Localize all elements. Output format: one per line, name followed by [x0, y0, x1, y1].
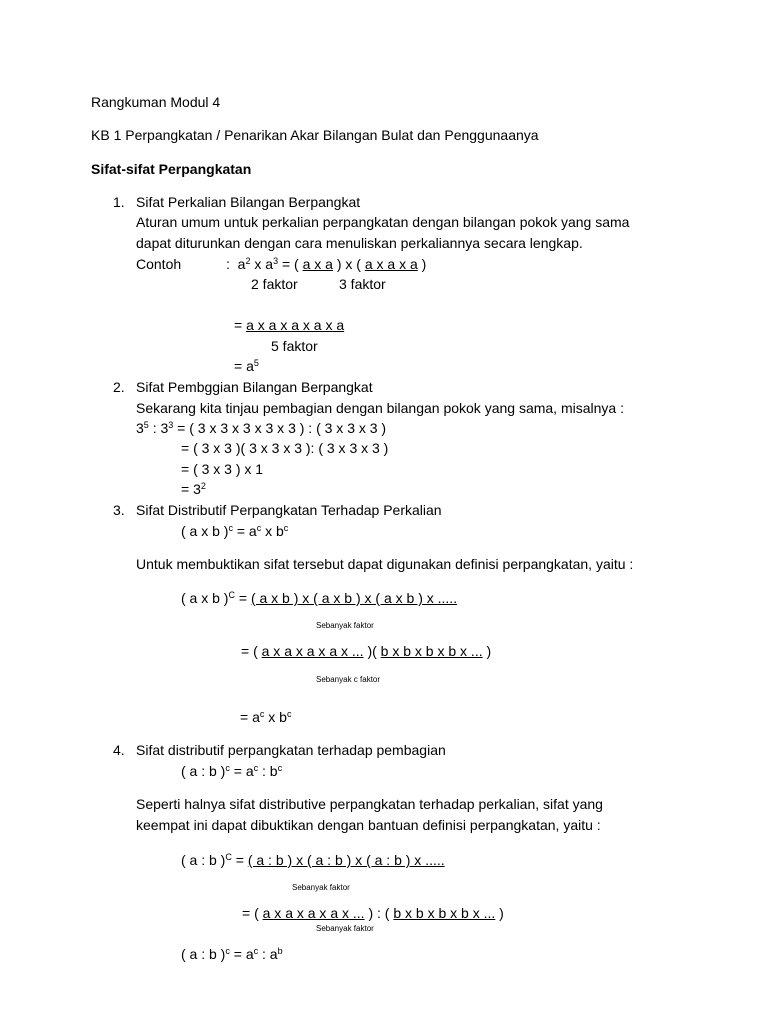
item-description: Seperti halnya sifat distributive perpangkatan terhadap perkalian, sifat yang	[136, 796, 603, 812]
item-number: 3.	[113, 502, 125, 518]
factor-label: 3 faktor	[339, 276, 386, 292]
kb-title: KB 1 Perpangkatan / Penarikan Akar Bilangan Bulat dan Penggunaanya	[91, 127, 539, 143]
item-description: Sekarang kita tinjau pembagian dengan bilangan pokok yang sama, misalnya :	[136, 400, 624, 416]
example-line: = ( 3 x 3 )( 3 x 3 x 3 ): ( 3 x 3 x 3 )	[181, 440, 389, 456]
item-description: keempat ini dapat dibuktikan dengan bantuan definisi perpangkatan, yaitu :	[136, 817, 601, 833]
item-title: Sifat Distributif Perpangkatan Terhadap Perkalian	[136, 502, 442, 518]
item-description: Untuk membuktikan sifat tersebut dapat digunakan definisi perpangkatan, yaitu :	[136, 556, 634, 572]
item-description: dapat diturunkan dengan cara menuliskan perkaliannya secara lengkap.	[136, 235, 583, 251]
factor-label: 2 faktor	[251, 276, 298, 292]
item-title: Sifat Pembggian Bilangan Berpangkat	[136, 379, 373, 395]
item-title: Sifat distributif perpangkatan terhadap pembagian	[136, 742, 446, 758]
example-line: $3^5$ : $3^3$ = ( 3 x 3 x 3 x 3 x 3 ) : ( 3 x 3 x 3 )	[136, 420, 387, 436]
proof-line: ( a x b )$^C$ = ( a x b ) x ( a x b ) x ( a x b ) x .....	[181, 590, 458, 606]
proof-line: = ( a x a x a x a x ... ) : ( b x b x b x b x ... )	[242, 905, 504, 921]
example-formula: : $a^2$ x $a^3$ = ( a x a ) x ( a x a x a )	[226, 256, 427, 272]
sebanyak-note: Sebanyak faktor	[316, 621, 374, 630]
result-line: = $a^5$	[234, 358, 259, 374]
result-line: = $3^2$	[181, 481, 206, 497]
item-description: Aturan umum untuk perkalian perpangkatan dengan bilangan pokok yang sama	[136, 214, 630, 230]
property-formula: ( a x b )$^c = a^c$ x $b^c$	[181, 523, 289, 539]
sebanyak-note: Sebanyak faktor	[316, 924, 374, 933]
result-line: = $a^c$ x $b^c$	[240, 709, 292, 725]
item-number: 2.	[113, 379, 125, 395]
item-title: Sifat Perkalian Bilangan Berpangkat	[136, 194, 361, 210]
item-number: 4.	[113, 742, 125, 758]
factor-label: 5 faktor	[271, 338, 318, 354]
document-title: Rangkuman Modul 4	[91, 94, 221, 110]
proof-line: = ( a x a x a x a x ... )( b x b x b x b x ... )	[241, 643, 492, 659]
section-heading: Sifat-sifat Perpangkatan	[91, 161, 252, 177]
example-line: = ( 3 x 3 ) x 1	[181, 461, 264, 477]
property-formula: ( a : b )$^c = a^c$ : $b^c$	[181, 763, 283, 779]
contoh-label: Contoh	[136, 256, 182, 272]
sebanyak-note: Sebanyak c faktor	[316, 675, 381, 684]
result-line: ( a : b )$^c = a^c$ : $a^b$	[181, 946, 283, 962]
sebanyak-note: Sebanyak faktor	[292, 883, 350, 892]
expansion-line: = a x a x a x a x a	[234, 317, 345, 333]
item-number: 1.	[113, 194, 125, 210]
proof-line: ( a : b )$^C$ = ( a : b ) x ( a : b ) x ( a : b ) x .....	[181, 852, 445, 868]
